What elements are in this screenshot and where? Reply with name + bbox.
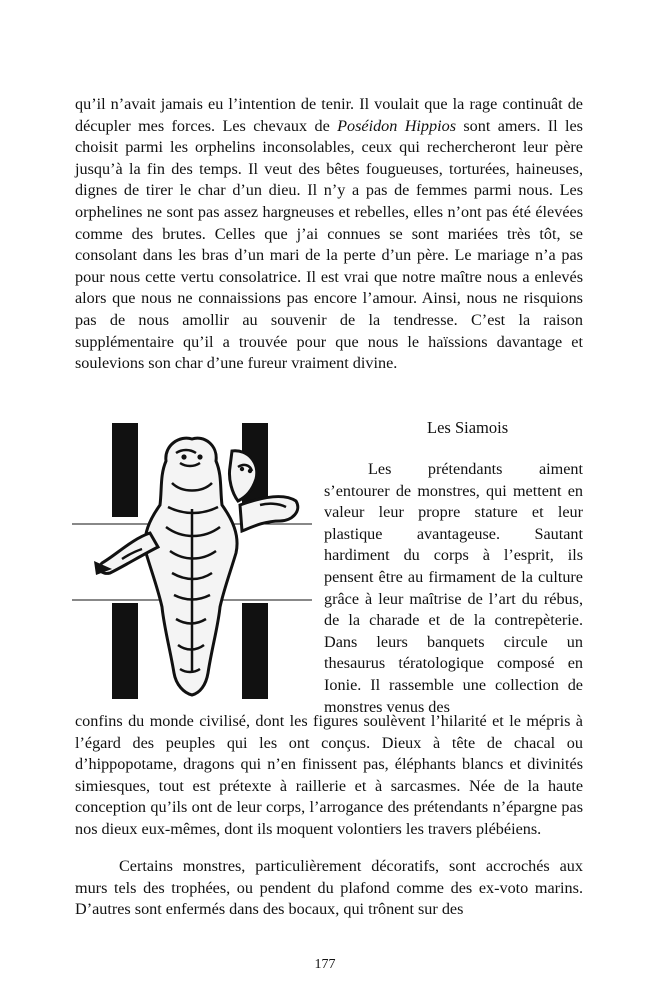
paragraph-2-wrapped [324,459,583,718]
paragraph-1 [75,94,583,375]
section-title: Les Siamois [427,418,509,437]
paragraph-1-text-b: sont amers. Il les choisit parmi les orphelins inconsolables, ceux qui rechercheront leur père jusqu’à la fin des temps. Il veut des bêtes fougueuses, torturées, haineuses, dignes de tirer le char d’un dieu. Il n’y a pas de femmes parmi nous. Les orphelines ne sont pas assez hargneuses et rebelles, elles n’ont pas été élevées comme des brutes. Celles que j’ai connues se sont mariées très tôt, se consolant dans les bras d’un mari de la perte d’un père. Le mariage n’a pas pour nous cette vertu consolatrice. Il est vrai que notre maître nous a enlevés alors que nous ne connaissions pas encore l’amour. Ainsi, nous ne risquions pas de nous amollir au souvenir de la tendresse. C’est la raison supplémentaire qu’il a trouvée pour que nous le haïssions davantage et soulevions son char d’une fureur vraiment divine. [75,116,583,373]
paragraph-1-italic-name: Poséidon Hippios [337,116,456,135]
page-number: 177 [314,957,336,972]
siamese-twins-illustration [72,423,312,699]
paragraph-3-text: Certains monstres, particulièrement décoratifs, sont accrochés aux murs tels des trophées, ou pendent du plafond comme des ex-voto marins. D’autres sont enfermés dans des bocaux, qui trônent sur des [75,857,583,919]
paragraph-3 [75,856,583,921]
paragraph-2-wrapped-text: Les prétendants aiment s’entourer de monstres, qui mettent en valeur leur propre stature et leur plastique avantageuse. Sautant hardiment du corps à l’esprit, ils pensent être au firmament de la culture grâce à leur maîtrise de l’art du rébus, de la charade et de la contrepèterie. Dans leurs banquets circule un thesaurus tératologique composé en Ionie. Il rassemble une collection de monstres venus des [324,460,583,716]
paragraph-1-text-a: qu’il n’avait jamais eu l’intention de tenir. Il voulait que la rage continuât de décupler mes forces. Les chevaux de [75,95,583,135]
paragraph-2-continued: confins du monde civilisé, dont les figures soulèvent l’hilarité et le mépris à l’égard des peuples qui les ont conçus. Dieux à tête de chacal ou d’hippopotame, dragons qui n’en finissent pas, éléphants blancs et divinités simiesques, tout est prétexte à raillerie et à sarcasmes. Née de la haute conception qu’ils ont de leur corps, l’arrogance des prétendants n’épargne pas nos dieux eux-mêmes, dont ils moquent volontiers les travers plébéiens. [75,712,583,838]
